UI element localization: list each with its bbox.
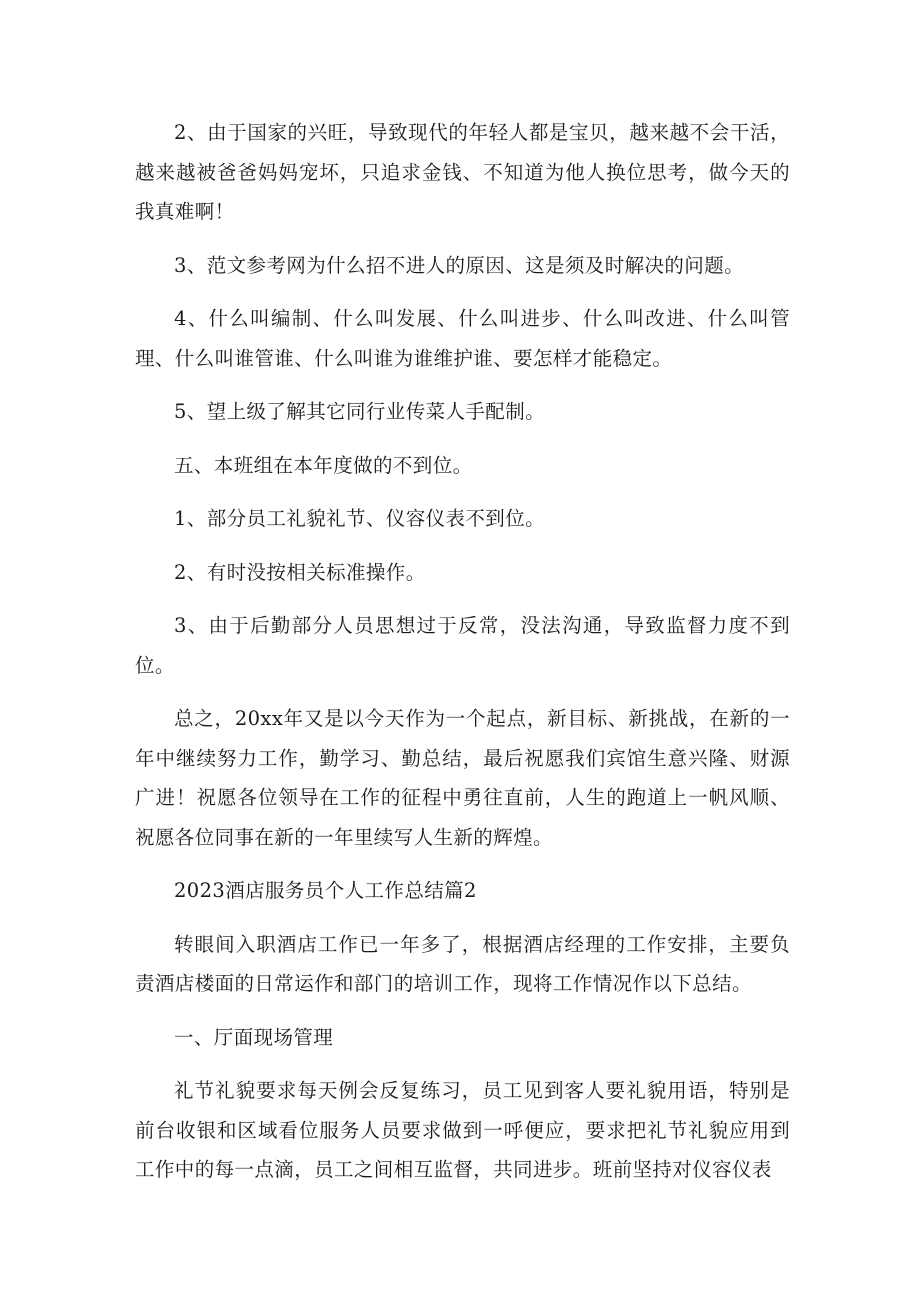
body-paragraph: 礼节礼貌要求每天例会反复练习，员工见到客人要礼貌用语，特别是前台收银和区域看位服务人员要求做到一呼便应，要求把礼节礼貌应用到工作中的每一点滴，员工之间相互监督，共同进步。班前坚持对仪容仪表 xyxy=(135,1079,790,1181)
paragraph-item-2b: 2、有时没按相关标准操作。 xyxy=(174,560,426,584)
paragraph-item-2: 2、由于国家的兴旺，导致现代的年轻人都是宝贝，越来越不会干活，越来越被爸爸妈妈宠坏，只追求金钱、不知道为他人换位思考，做今天的我真难啊！ xyxy=(135,121,790,223)
section-heading-1: 一、厅面现场管理 xyxy=(174,1025,334,1049)
paragraph-item-5: 5、望上级了解其它同行业传菜人手配制。 xyxy=(174,400,546,423)
intro-paragraph: 转眼间入职酒店工作已一年多了，根据酒店经理的工作安排，主要负责酒店楼面的日常运作和部门的培训工作，现将工作情况作以下总结。 xyxy=(135,932,790,995)
conclusion-paragraph: 总之，20xx年又是以今天作为一个起点，新目标、新挑战，在新的一年中继续努力工作，勤学习、勤总结，最后祝愿我们宾馆生意兴隆、财源广进！祝愿各位领导在工作的征程中勇往直前，人生的跑道上一帆风顺、祝愿各位同事在新的一年里续写人生新的辉煌。 xyxy=(135,707,790,849)
document-body xyxy=(135,113,790,1204)
paragraph-item-3: 3、范文参考网为什么招不进人的原因、这是须及时解决的问题。 xyxy=(174,253,745,277)
article-title: 2023酒店服务员个人工作总结篇2 xyxy=(174,879,477,902)
paragraph-item-3b: 3、由于后勤部分人员思想过于反常，没法沟通，导致监督力度不到位。 xyxy=(135,614,790,677)
section-heading-5: 五、本班组在本年度做的不到位。 xyxy=(174,453,473,477)
paragraph-item-1: 1、部分员工礼貌礼节、仪容仪表不到位。 xyxy=(174,507,546,530)
paragraph-item-4: 4、什么叫编制、什么叫发展、什么叫进步、什么叫改进、什么叫管理、什么叫谁管谁、什么叫谁为谁维护谁、要怎样才能稳定。 xyxy=(135,307,790,370)
